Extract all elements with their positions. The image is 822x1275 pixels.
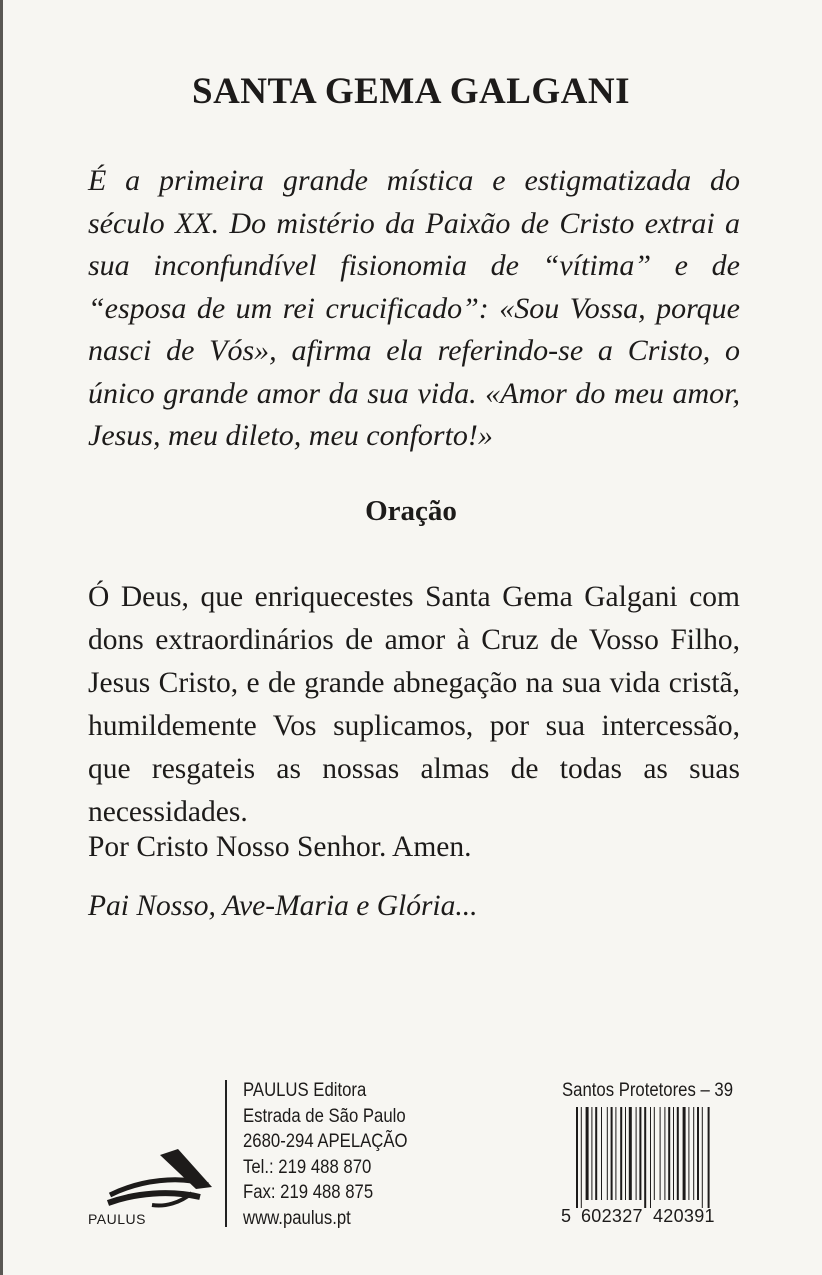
publisher-block bbox=[243, 1078, 408, 1231]
barcode-icon bbox=[576, 1107, 738, 1208]
series-label: Santos Protetores – 39 bbox=[562, 1080, 734, 1101]
divider bbox=[225, 1080, 227, 1227]
prayer-heading: Oração bbox=[365, 495, 457, 527]
page-edge bbox=[0, 0, 3, 1275]
prayer-body: Ó Deus, que enriquecestes Santa Gema Galgani com dons extraordinários de amor à Cruz de Vosso Filho, Jesus Cristo, e de grande abnegação na sua vida cristã, humildemente Vos suplicamos, por sua intercessão, que resgateis as nossas almas de todas as suas necessidades. bbox=[88, 581, 740, 828]
publisher-fax: Fax: 219 488 875 bbox=[243, 1182, 374, 1203]
prayer-closing: Por Cristo Nosso Senhor. Amen. bbox=[88, 831, 472, 863]
intro-paragraph: É a primeira grande mística e estigmatizada do século XX. Do mistério da Paixão de Cristo extrai a sua inconfundível fisionomia de “vítima” e de “esposa de um rei crucificado”: «Sou Vossa, porque nasci de Vós», afirma ela referindo-se a Cristo, o único grande amor da sua vida. «Amor do meu amor, Jesus, meu dileto, meu conforto!» bbox=[88, 164, 740, 452]
logo-label: PAULUS bbox=[88, 1211, 146, 1227]
prayers-list: Pai Nosso, Ave-Maria e Glória... bbox=[88, 890, 478, 922]
barcode-digit-first: 5 bbox=[561, 1206, 572, 1226]
publisher-web: www.paulus.pt bbox=[243, 1207, 351, 1229]
barcode-group-1: 602327 bbox=[581, 1206, 643, 1226]
barcode-group-2: 420391 bbox=[653, 1206, 715, 1226]
publisher-postal: 2680-294 APELAÇÃO bbox=[243, 1131, 408, 1152]
publisher-name: PAULUS Editora bbox=[243, 1080, 367, 1101]
publisher-street: Estrada de São Paulo bbox=[243, 1105, 406, 1127]
page-title: SANTA GEMA GALGANI bbox=[192, 71, 630, 112]
publisher-tel: Tel.: 219 488 870 bbox=[243, 1156, 372, 1178]
